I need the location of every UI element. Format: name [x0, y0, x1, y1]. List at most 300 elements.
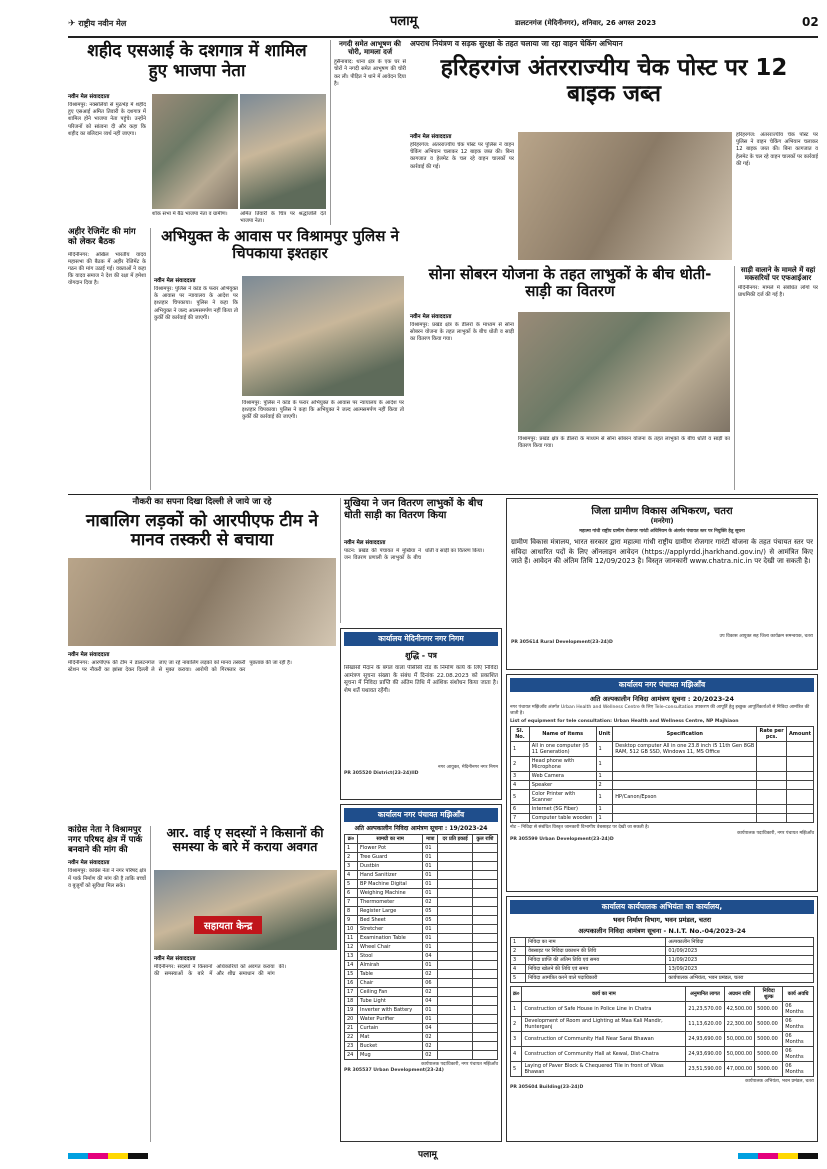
- table-cell: [438, 898, 472, 907]
- table-cell: 16: [345, 979, 358, 988]
- table-cell: [438, 1015, 472, 1024]
- story-continuation: हरिहरगंज: अंतरराज्यीय चेक पोस्ट पर पुलिस ने वाहन चेकिंग अभियान चलाकर 12 बाइक जब्त की। बिना कागजात व हेलमेट के चल रहे वाहन चालकों पर कार्रवाई की गई।: [736, 132, 818, 167]
- table-cell: Water Purifier: [358, 1015, 423, 1024]
- story-sona-sobran: [410, 266, 730, 490]
- table-cell: 21,23,570.00: [686, 1002, 724, 1017]
- table-row: [345, 1024, 498, 1033]
- table-cell: 23: [345, 1042, 358, 1051]
- headline: साड़ी वालाने के मामले में वहां मकसरियों पर एफआईआर: [740, 266, 816, 283]
- story-body: [154, 954, 337, 1142]
- ad-subtitle: (मनरेगा): [650, 517, 674, 525]
- ad-notice: अल्पकालीन निविदा आमंत्रण सूचना - N.I.T. No.-04/2023-24: [578, 927, 746, 935]
- table-cell: 3: [345, 862, 358, 871]
- ad-pr: PR 305604 Building(23-24)D: [510, 1085, 584, 1091]
- column-header: Specification: [613, 726, 757, 741]
- body-text: हुसैनाबाद: थाना क्षेत्र के एक घर से चोरों ने नगदी समेत आभूषण की चोरी कर ली। पीड़ित ने थाने में आवेदन दिया है।: [334, 59, 406, 87]
- table-row: [511, 780, 814, 789]
- byline: नवीन मेल संवाददाता: [154, 956, 196, 962]
- byline: नवीन मेल संवाददाता: [344, 540, 386, 546]
- story-body: [344, 538, 502, 622]
- table-cell: 04: [423, 952, 438, 961]
- table-cell: 3: [511, 956, 526, 965]
- table-cell: [757, 741, 787, 756]
- table-cell: 2: [511, 756, 530, 771]
- table-cell: 6: [511, 804, 530, 813]
- byline: नवीन मेल संवाददाता: [410, 314, 452, 320]
- ad-pr: PR 305614 Rural Development(23-24)D: [511, 640, 613, 646]
- section-rule: [68, 494, 818, 495]
- table-cell: 1: [596, 789, 613, 804]
- table-row: [345, 934, 498, 943]
- body-text: पाटन: प्रखंड की पंचायत में मुखिया ने जन वितरण प्रणाली के लाभुकों के बीच धोती व साड़ी का वितरण किया।: [344, 548, 484, 562]
- table-cell: [472, 1042, 497, 1051]
- table-cell: Laying of Paver Block & Chequered Tile in front of Vikas Bhawan: [522, 1062, 686, 1077]
- table-cell: Construction of Community Hall Near Sarai Bhawan: [522, 1032, 686, 1047]
- table-row: [345, 898, 498, 907]
- table-cell: 50,000.00: [724, 1047, 754, 1062]
- table-cell: 06 Months: [783, 1032, 814, 1047]
- table-cell: BP Machine Digital: [358, 880, 423, 889]
- section-title: पलामू: [390, 14, 418, 29]
- table-cell: [786, 789, 813, 804]
- table-cell: [438, 1042, 472, 1051]
- table-row: [345, 1015, 498, 1024]
- color-bar-left: [68, 1153, 148, 1159]
- table-cell: Table: [358, 970, 423, 979]
- table-cell: Mat: [358, 1033, 423, 1042]
- table-cell: [472, 1051, 497, 1060]
- ad-gramin-vikas: [506, 498, 818, 670]
- table-cell: 01: [423, 943, 438, 952]
- ad-sign: कार्यपालक पदाधिकारी, नगर पंचायत मझिआँव: [737, 830, 814, 836]
- table-header: [511, 987, 814, 1002]
- table-cell: [438, 1024, 472, 1033]
- table-cell: [472, 979, 497, 988]
- table-cell: Almirah: [358, 961, 423, 970]
- table-row: [511, 947, 814, 956]
- story-shaheed: [68, 40, 326, 225]
- table-cell: 47,000.00: [724, 1062, 754, 1077]
- column-header: Amount: [786, 726, 813, 741]
- kicker: नौकरी का सपना दिखा दिल्ली ले जाये जा रहे: [132, 497, 272, 507]
- body-text: विश्रामपुर: पुलिस ने कांड के फरार अभियुक्त के आवास पर न्यायालय के आदेश पर इश्तहार चिपकाया। पुलिस ने कहा कि अभियुक्त ने जल्द आत्मसमर्पण नहीं किया तो कुर्की की कार्रवाई की जाएगी।: [154, 286, 238, 321]
- table-cell: [472, 1033, 497, 1042]
- headline: आर. वाई ए सदस्यों ने किसानों की समस्या के बारे में कराया अवगत: [166, 825, 324, 855]
- table-cell: [757, 756, 787, 771]
- table-cell: [438, 907, 472, 916]
- table-cell: 7: [345, 898, 358, 907]
- table-cell: [757, 771, 787, 780]
- banner-sahayata-kendra: सहायता केन्द्र: [194, 916, 262, 934]
- table-cell: [438, 889, 472, 898]
- table-cell: [438, 979, 472, 988]
- table-cell: Examination Table: [358, 934, 423, 943]
- table-cell: Bed Sheet: [358, 916, 423, 925]
- ad-pr: PR 305520 District(23-24)IID: [344, 771, 419, 777]
- table-cell: 01: [423, 853, 438, 862]
- table-row: [511, 804, 814, 813]
- table-cell: निविदा का नाम: [526, 938, 666, 947]
- table-cell: 20: [345, 1015, 358, 1024]
- ad-title: कार्यालय नगर पंचायत मझिआँव: [510, 678, 814, 692]
- table-cell: 06 Months: [783, 1047, 814, 1062]
- table-cell: 12: [345, 943, 358, 952]
- table-cell: Bucket: [358, 1042, 423, 1051]
- headline: सोना सोबरन योजना के तहत लाभुकों के बीच धोती-साड़ी का वितरण: [428, 265, 712, 301]
- ad-sign: नगर आयुक्त, मेदिनीनगर नगर निगम: [438, 765, 498, 770]
- column-header: सामग्री का नाम: [358, 835, 423, 844]
- table-cell: 05: [423, 916, 438, 925]
- table-cell: 1: [596, 756, 613, 771]
- table-cell: 13/09/2023: [666, 965, 814, 974]
- table-row: [345, 961, 498, 970]
- byline: नवीन मेल संवाददाता: [68, 652, 110, 658]
- table-cell: 3: [511, 771, 530, 780]
- table-cell: Color Printer with Scanner: [529, 789, 596, 804]
- ad-items-table: [344, 834, 498, 1060]
- table-cell: 01: [423, 880, 438, 889]
- table-row: [345, 970, 498, 979]
- table-cell: 01: [423, 961, 438, 970]
- ad-note: नोट – निविदा से संबंधित विस्तृत जानकारी विभागीय वेबसाइट पर देखी जा सकती है।: [510, 824, 650, 830]
- table-cell: 04: [423, 1024, 438, 1033]
- table-cell: [438, 952, 472, 961]
- table-cell: 21: [345, 1024, 358, 1033]
- column-header: अग्रधन राशि: [724, 987, 754, 1002]
- table-cell: [438, 925, 472, 934]
- headline: मुखिया ने जन वितरण लाभुकों के बीच धोती साड़ी का वितरण किया: [344, 498, 483, 521]
- table-cell: [472, 916, 497, 925]
- table-cell: 11: [345, 934, 358, 943]
- table-cell: 5: [345, 880, 358, 889]
- table-body: [345, 844, 498, 1060]
- table-cell: 5: [511, 1062, 522, 1077]
- table-cell: 17: [345, 988, 358, 997]
- table-cell: निविदा प्राप्ति की अंतिम तिथि एवं समय: [526, 956, 666, 965]
- table-cell: 5000.00: [755, 1002, 783, 1017]
- table-cell: 8: [345, 907, 358, 916]
- table-cell: [786, 771, 813, 780]
- table-cell: 01: [423, 862, 438, 871]
- table-cell: 50,000.00: [724, 1032, 754, 1047]
- table-cell: 23,51,590.00: [686, 1062, 724, 1077]
- table-cell: [438, 844, 472, 853]
- table-cell: [472, 1006, 497, 1015]
- table-cell: 9: [345, 916, 358, 925]
- ad-nagar-nigam: [340, 628, 502, 800]
- table-cell: 5000.00: [755, 1062, 783, 1077]
- ad-title: कार्यालय कार्यपालक अभियंता का कार्यालय,: [510, 900, 814, 914]
- table-cell: [472, 889, 497, 898]
- table-row: [345, 1006, 498, 1015]
- table-cell: 1: [596, 741, 613, 756]
- story-sari-fir: [734, 266, 818, 490]
- ad-title: जिला ग्रामीण विकास अभिकरण, चतरा: [591, 506, 733, 517]
- column-header: मात्रा: [423, 835, 438, 844]
- story-body: [410, 132, 514, 262]
- ad-title: कार्यालय नगर पंचायत मझिआँव: [344, 808, 498, 822]
- ad-body: ग्रामीण विकास मंत्रालय, भारत सरकार द्वारा महात्मा गांधी राष्ट्रीय ग्रामीण रोजगार गारंटी योजना के तहत पंचायत स्तर पर संविदा आधारित पदों के लिए ऑनलाइन आवेदन (https://applyrdd.jharkhand.gov.in/) से आमंत्रित किए जाते हैं। आवेदन की अंतिम तिथि 12/09/2023 है। विस्तृत जानकारी www.chatra.nic.in पर देखी जा सकती है।: [511, 538, 813, 566]
- table-cell: [613, 780, 757, 789]
- table-cell: निविदा खोलने की तिथि एवं समय: [526, 965, 666, 974]
- column-header: क्र०: [345, 835, 358, 844]
- table-cell: [472, 871, 497, 880]
- table-cell: 01: [423, 889, 438, 898]
- byline: नवीन मेल संवाददाता: [68, 94, 110, 100]
- ad-majhiaon-19: [340, 804, 502, 1142]
- table-cell: Development of Room and Lighting at Maa Kali Mandir, Hunterganj: [522, 1017, 686, 1032]
- table-cell: 04: [423, 997, 438, 1006]
- column-header: कार्य अवधि: [783, 987, 814, 1002]
- story-body: [410, 312, 514, 488]
- table-cell: कार्यपालक अभियंता, भवन प्रमंडल, चतरा: [666, 974, 814, 983]
- table-cell: 1: [345, 844, 358, 853]
- photo-shraddhanjali: [240, 94, 326, 209]
- logo-text: राष्ट्रीय नवीन मेल: [78, 19, 127, 28]
- headline: अभियुक्त के आवास पर विश्रामपुर पुलिस ने चिपकाया इश्तहार: [161, 227, 399, 263]
- ad-body: सिखासो मैदान के बगल वाला पीसीसी रोड के निर्माण कार्य के लिए निविदा आमंत्रण सूचना संख्या के संबंध में दिनांक 22.08.2023 को प्रकाशित सूचना में निविदा प्राप्ति की अंतिम तिथि में आंशिक संशोधन किया जाता है। शेष शर्ते यथावत रहेंगी।: [344, 665, 498, 694]
- ad-intro: नगर पंचायत मझिआँव अंतर्गत Urban Health and Wellness Centre के लिए Tele-consultation उपकरण की आपूर्ति हेतु इच्छुक आपूर्तिकर्ताओं से निविदा आमंत्रित की जाती है।: [510, 705, 810, 717]
- table-cell: 2: [511, 1017, 522, 1032]
- table-cell: निविदा आमंत्रित करने वाले पदाधिकारी: [526, 974, 666, 983]
- table-cell: [472, 844, 497, 853]
- table-cell: [613, 756, 757, 771]
- table-row: [511, 1032, 814, 1047]
- story-chek-post: [410, 40, 818, 262]
- table-cell: 1: [511, 741, 530, 756]
- table-cell: 2: [596, 780, 613, 789]
- table-cell: [757, 780, 787, 789]
- table-cell: 1: [596, 813, 613, 822]
- table-cell: [438, 862, 472, 871]
- table-cell: 4: [511, 1047, 522, 1062]
- table-cell: [757, 813, 787, 822]
- photo-dhoti-sari: [518, 312, 730, 432]
- table-cell: 02: [423, 1042, 438, 1051]
- table-cell: 02: [423, 988, 438, 997]
- table-row: [345, 1051, 498, 1060]
- table-cell: 1: [596, 771, 613, 780]
- table-cell: [786, 756, 813, 771]
- table-cell: 02: [423, 898, 438, 907]
- table-cell: Construction of Community Hall at Kewal, Dist-Chatra: [522, 1047, 686, 1062]
- table-cell: 15: [345, 970, 358, 979]
- story-continuation: विश्रामपुर: पुलिस ने कांड के फरार अभियुक्त के आवास पर न्यायालय के आदेश पर इश्तहार चिपकाया। पुलिस ने कहा कि अभियुक्त ने जल्द आत्मसमर्पण नहीं किया तो कुर्की की कार्रवाई की जाएगी।: [242, 400, 404, 421]
- headline: नगदी समेत आभूषण की चोरी, मामला दर्ज: [339, 40, 401, 57]
- table-cell: [757, 804, 787, 813]
- table-cell: Desktop computer All in one 23.8 inch i5 11th Gen 8GB RAM, 512 GB SSD, Windows 11, MS Office: [613, 741, 757, 756]
- table-cell: 05: [423, 907, 438, 916]
- table-cell: 01: [423, 871, 438, 880]
- header-rule: [68, 36, 818, 38]
- table-header: [511, 726, 814, 741]
- table-cell: [613, 813, 757, 822]
- body-text: मेदिनीनगर: मामले में संबंधित लोगों पर प्राथमिकी दर्ज की गई है।: [738, 285, 818, 299]
- works-table: [510, 986, 814, 1077]
- table-cell: 24,93,690.00: [686, 1047, 724, 1062]
- table-cell: 2: [511, 947, 526, 956]
- story-body: [154, 276, 238, 488]
- table-row: [511, 771, 814, 780]
- table-cell: 5000.00: [755, 1017, 783, 1032]
- table-cell: [438, 934, 472, 943]
- body-text: हरिहरगंज: अंतरराज्यीय चेक पोस्ट पर पुलिस ने वाहन चेकिंग अभियान चलाकर 12 बाइक जब्त की। बिना कागजात व हेलमेट के चल रहे वाहन चालकों पर कार्रवाई की गई।: [410, 142, 514, 170]
- table-cell: 01: [423, 934, 438, 943]
- table-cell: [438, 988, 472, 997]
- table-cell: [472, 880, 497, 889]
- table-row: [345, 943, 498, 952]
- photo-rpf: [68, 558, 336, 646]
- table-cell: Computer table wooden: [529, 813, 596, 822]
- photo-shok-sabha: [152, 94, 238, 209]
- table-row: [345, 916, 498, 925]
- column-header: दर प्रति इकाई: [438, 835, 472, 844]
- headline: अहीर रेजिमेंट की मांग को लेकर बैठक: [68, 227, 136, 247]
- table-row: [345, 1042, 498, 1051]
- table-cell: [472, 862, 497, 871]
- table-cell: [472, 853, 497, 862]
- ad-subtitle: अति अल्पकालीन निविदा आमंत्रण सूचना : 20/2023-24: [590, 695, 734, 703]
- byline: नवीन मेल संवाददाता: [154, 278, 196, 284]
- table-cell: 11,13,620.00: [686, 1017, 724, 1032]
- story-ishtahar: [150, 228, 406, 490]
- dateline: डालटनगंज (मेदिनीनगर), शनिवार, 26 अगस्त 2023: [515, 19, 657, 27]
- photo-kisan: [154, 870, 337, 950]
- table-cell: Stretcher: [358, 925, 423, 934]
- color-bar-right: [738, 1153, 818, 1159]
- table-cell: [438, 1006, 472, 1015]
- table-cell: 42,500.00: [724, 1002, 754, 1017]
- table-cell: Curtain: [358, 1024, 423, 1033]
- table-cell: 02: [423, 1051, 438, 1060]
- tender-info-table: [510, 937, 814, 983]
- ad-pr: PR 305537 Urban Development(23-24): [344, 1068, 444, 1074]
- table-row: [345, 988, 498, 997]
- story-ahir-regiment: [68, 228, 146, 490]
- table-row: [345, 979, 498, 988]
- table-cell: [472, 907, 497, 916]
- table-cell: Web Camera: [529, 771, 596, 780]
- table-cell: [786, 813, 813, 822]
- table-row: [345, 907, 498, 916]
- table-cell: वेबसाइट पर निविदा प्रकाशन की तिथि: [526, 947, 666, 956]
- table-cell: 1: [511, 1002, 522, 1017]
- table-row: [345, 844, 498, 853]
- table-cell: 01/09/2023: [666, 947, 814, 956]
- column-header: कुल राशि: [472, 835, 497, 844]
- ad-title: कार्यालय मेदिनीनगर नगर निगम: [344, 632, 498, 646]
- footer-center: पलामू: [418, 1150, 437, 1160]
- table-header: [345, 835, 498, 844]
- table-row: [345, 925, 498, 934]
- table-cell: [472, 988, 497, 997]
- story-mukhiya: [340, 498, 502, 623]
- table-cell: [438, 943, 472, 952]
- table-cell: Ceiling Fan: [358, 988, 423, 997]
- table-cell: [472, 925, 497, 934]
- column-header: अनुमानित लागत: [686, 987, 724, 1002]
- table-cell: [438, 1051, 472, 1060]
- table-cell: 18: [345, 997, 358, 1006]
- table-row: [511, 1017, 814, 1032]
- column-header: Unit: [596, 726, 613, 741]
- table-row: [511, 956, 814, 965]
- table-cell: 4: [511, 965, 526, 974]
- table-cell: [786, 780, 813, 789]
- table-cell: 6: [345, 889, 358, 898]
- table-cell: Wheel Chair: [358, 943, 423, 952]
- ad-pr: PR 305599 Urban Development(23-24)D: [510, 837, 614, 843]
- table-cell: [472, 1024, 497, 1033]
- ad-sign: उप विकास आयुक्त सह जिला कार्यक्रम समन्वयक, चतरा: [719, 634, 813, 640]
- headline: नाबालिग लड़कों को आरपीएफ टीम ने मानव तस्करी से बचाया: [85, 510, 319, 551]
- table-row: [511, 741, 814, 756]
- table-row: [345, 1033, 498, 1042]
- table-cell: 3: [511, 1032, 522, 1047]
- table-cell: 02: [423, 970, 438, 979]
- table-cell: 01: [423, 1006, 438, 1015]
- table-cell: 06 Months: [783, 1002, 814, 1017]
- table-cell: Inverter with Battery: [358, 1006, 423, 1015]
- story-continuation: विश्रामपुर: प्रखंड क्षेत्र के डीलरों के माध्यम से सोना सोबरन योजना के तहत लाभुकों के बीच धोती व साड़ी का वितरण किया गया।: [518, 436, 730, 450]
- table-row: [511, 756, 814, 771]
- column-header: निविदा शुल्क: [755, 987, 783, 1002]
- table-cell: 2: [345, 853, 358, 862]
- table-cell: [438, 1033, 472, 1042]
- body-text: मेदिनीनगर: आरपीएफ की टीम ने डालटनगंज स्टेशन पर नौकरी का झांसा देकर दिल्ली ले जाए जा रहे नाबालिग लड़कों को मानव तस्करी से मुक्त कराया। आरोपी को गिरफ्तार कर पूछताछ की जा रही है।: [68, 660, 292, 674]
- table-cell: Head phone with Microphone: [529, 756, 596, 771]
- body-text: विश्रामपुर: प्रखंड क्षेत्र के डीलरों के माध्यम से सोना सोबरन योजना के तहत लाभुकों के बीच धोती व साड़ी का वितरण किया गया।: [410, 322, 514, 343]
- body-text: विश्रामपुर: नक्सलियों से मुठभेड़ में शहीद हुए एसआई अमित तिवारी के दशगात्र में शामिल होने भाजपा नेता पहुंचे। उन्होंने परिजनों को सांत्वना दी और कहा कि शहीद का बलिदान व्यर्थ नहीं जाएगा।: [68, 102, 146, 137]
- table-cell: [438, 853, 472, 862]
- body-text: मेदिनीनगर: सदस्यों ने किसानों की समस्याओं के बारे में अधिकारियों को अवगत कराया और शीघ्र समाधान की मांग की।: [154, 964, 286, 978]
- table-cell: 06 Months: [783, 1017, 814, 1032]
- table-cell: [472, 898, 497, 907]
- table-cell: 7: [511, 813, 530, 822]
- column-header: Sl. No.: [511, 726, 530, 741]
- photo-jabt-bike: [518, 132, 732, 260]
- table-cell: Chair: [358, 979, 423, 988]
- footer: [68, 1150, 818, 1164]
- table-cell: [786, 741, 813, 756]
- table-row: [511, 974, 814, 983]
- photo-caption: शोक सभा में बैठे भाजपा नेता व ग्रामीण।: [152, 211, 228, 217]
- ad-subtitle: अति अल्पकालीन निविदा आमंत्रण सूचना : 19/2023-24: [354, 825, 488, 832]
- table-cell: Hand Sanitizer: [358, 871, 423, 880]
- story-kisan: [150, 826, 336, 1142]
- bird-icon: ✈: [68, 19, 76, 29]
- headline: हरिहरगंज अंतरराज्यीय चेक पोस्ट पर 12 बाइक जब्त: [440, 54, 788, 108]
- page-number: 02: [802, 15, 819, 29]
- body-text: मेदिनीनगर: अखिल भारतीय यादव महासभा की बैठक में अहीर रेजिमेंट के गठन की मांग उठाई गई। वक्ताओं ने कहा कि यादव समाज ने देश की रक्षा में हमेशा योगदान दिया है।: [68, 251, 146, 287]
- kicker: अपराध नियंत्रण व सड़क सुरक्षा के तहत चलाया जा रहा वाहन चेकिंग अभियान: [410, 39, 623, 48]
- table-cell: [613, 771, 757, 780]
- byline: नवीन मेल संवाददाता: [410, 134, 452, 140]
- table-cell: 24,93,690.00: [686, 1032, 724, 1047]
- table-cell: Tree Guard: [358, 853, 423, 862]
- table-cell: 14: [345, 961, 358, 970]
- table-row: [345, 997, 498, 1006]
- table-cell: 24: [345, 1051, 358, 1060]
- table-cell: [786, 804, 813, 813]
- table-row: [511, 789, 814, 804]
- table-row: [511, 1002, 814, 1017]
- table-cell: [472, 952, 497, 961]
- table-row: [345, 880, 498, 889]
- story-chori: [330, 40, 406, 225]
- ad-tagline: महात्मा गांधी राष्ट्रीय ग्रामीण रोजगार गारंटी अधिनियम के अंतर्गत पंचायत स्तर पर नियुक्ति हेतु सूचना: [579, 529, 745, 534]
- table-cell: Internet (5G Fiber): [529, 804, 596, 813]
